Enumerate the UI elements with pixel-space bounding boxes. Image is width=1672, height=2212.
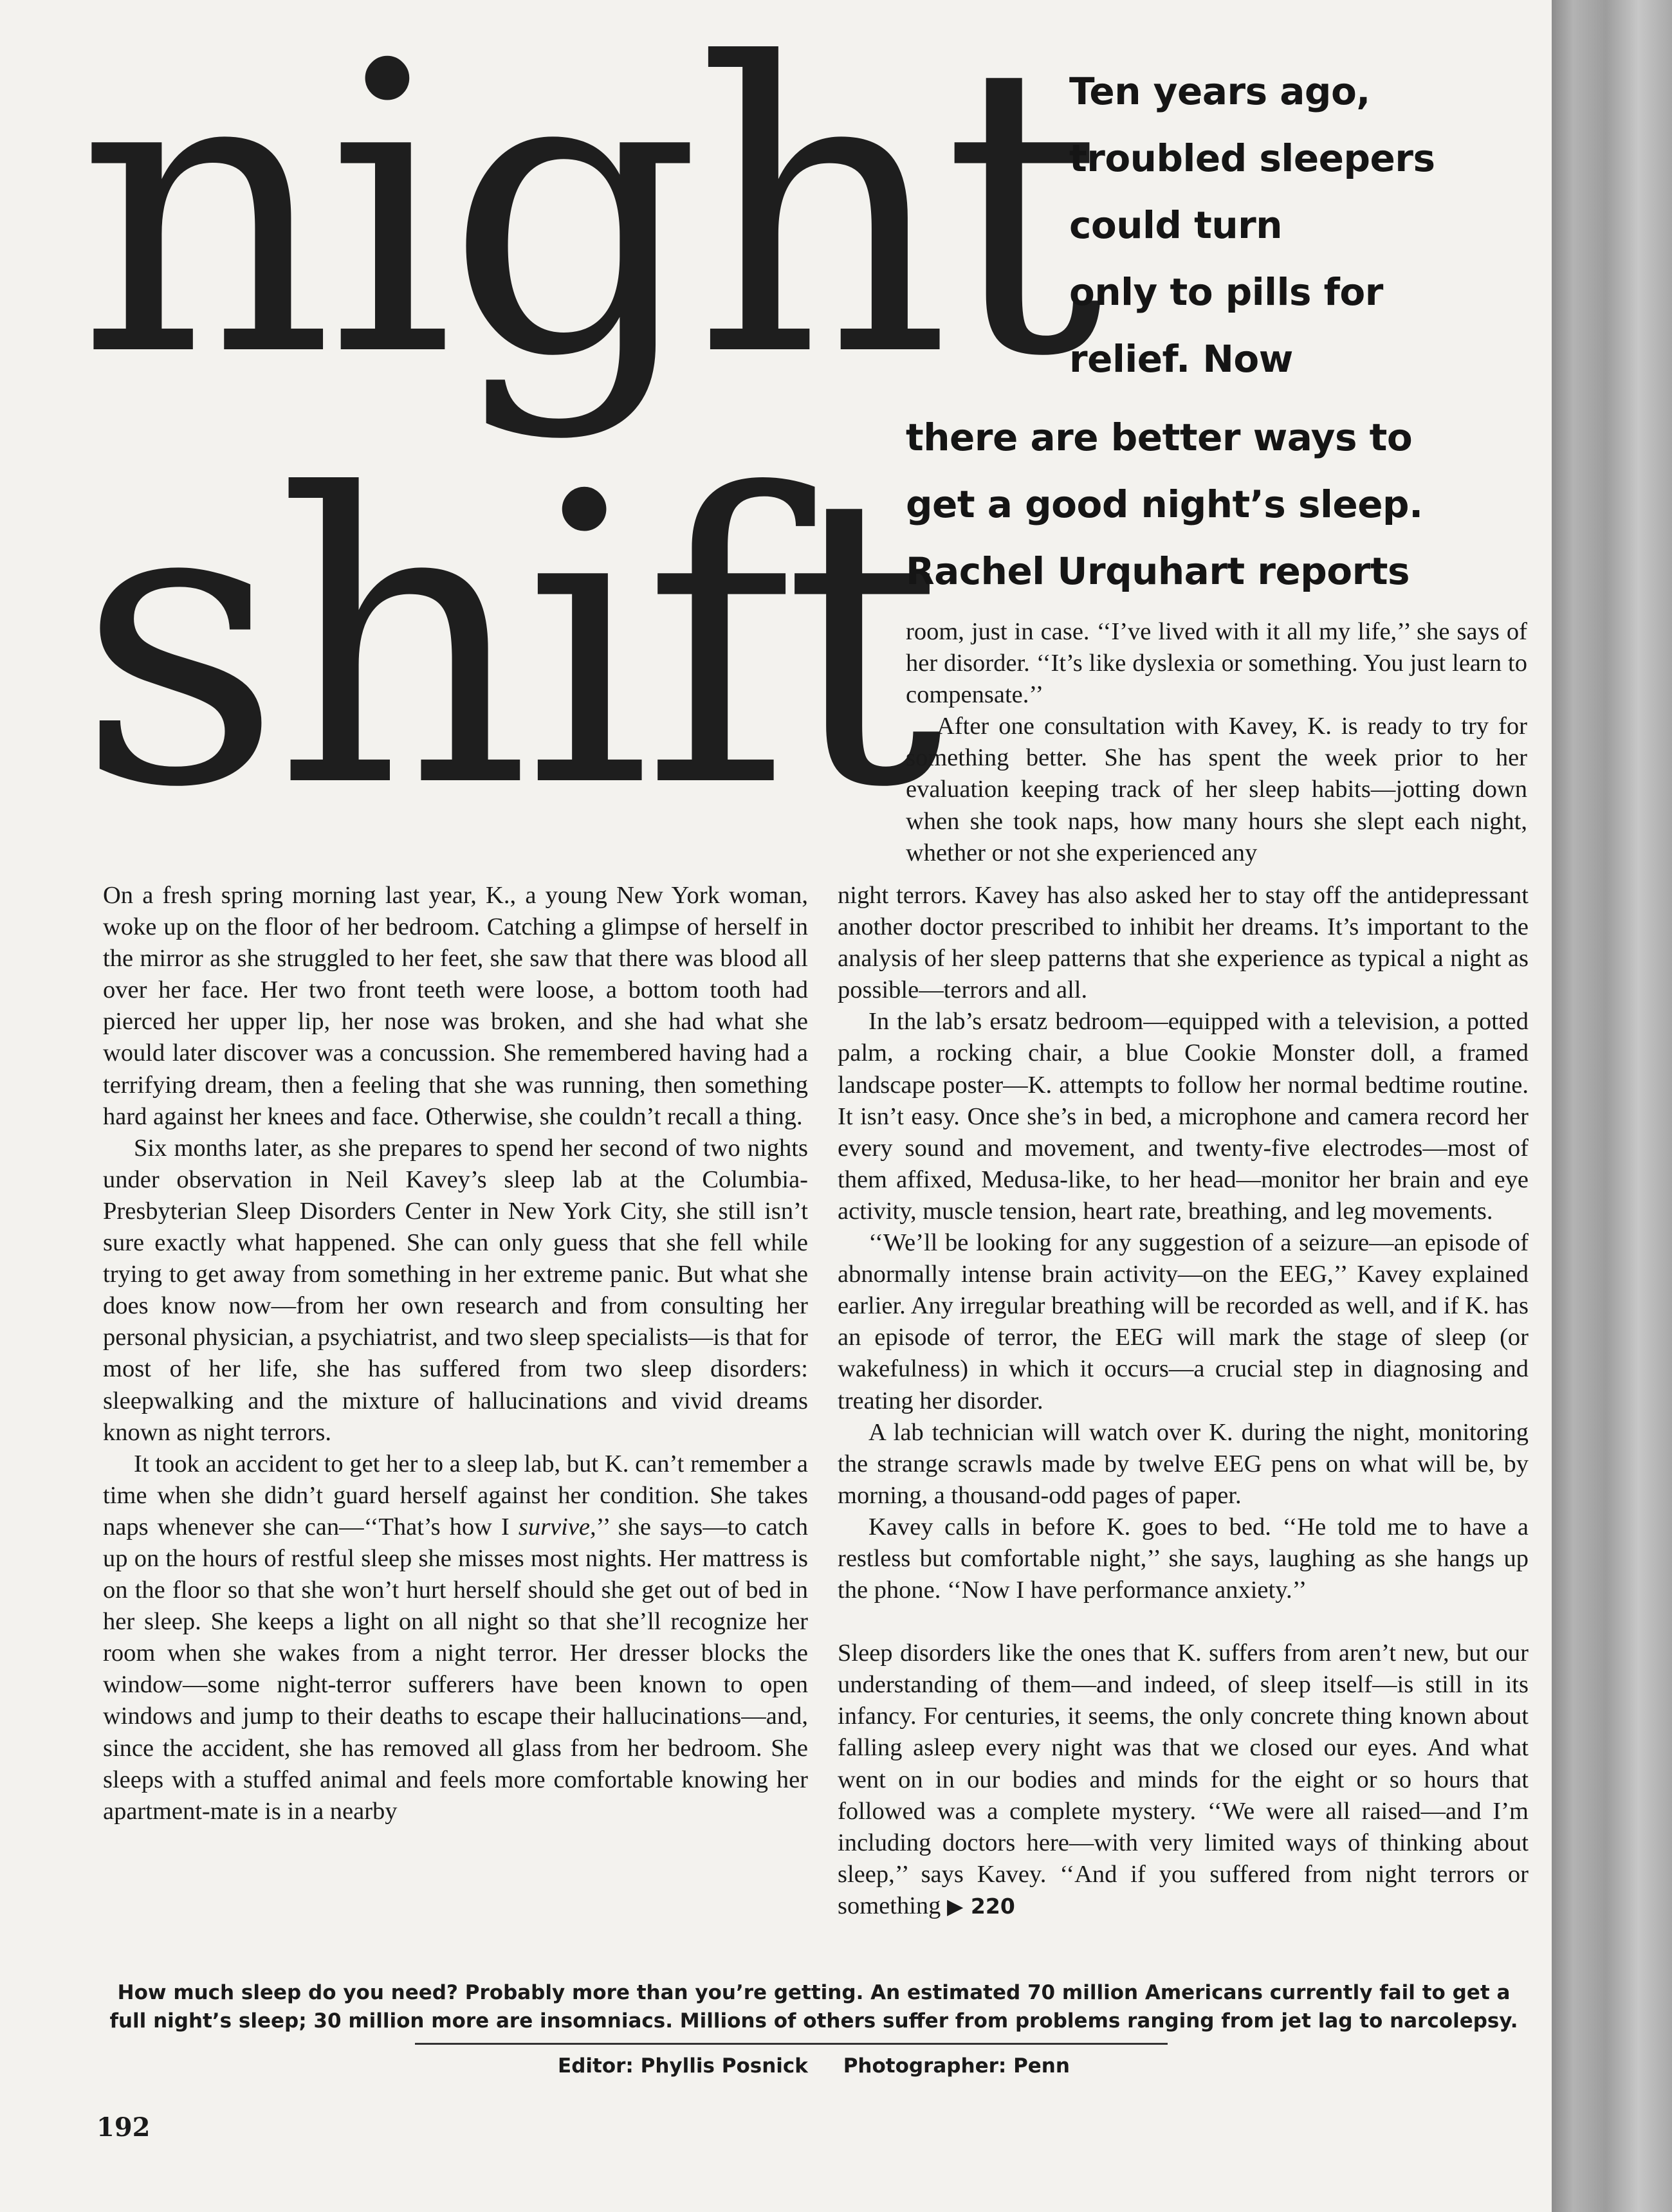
paragraph: night terrors. Kavey has also asked her to stay off the antidepressant another doctor prescribed to inhibit her dreams. It’s important to the analysis of her sleep patterns that she experience as typical a night as possible—terrors and all. bbox=[838, 882, 1529, 1004]
paragraph: ‘‘We’ll be looking for any suggestion of a seizure—an episode of abnormally intense brain activity—on the EEG,’’ Kavey explained earlier. Any irregular breathing will be recorded as well, and if K. has an episode of terror, the EEG will mark the stage of sleep (or wakefulness) in which it occurs—a crucial step in diagnosing and treating her disorder. bbox=[838, 1229, 1529, 1414]
page-number: 192 bbox=[96, 2112, 151, 2143]
deck-lower bbox=[906, 404, 1549, 605]
paragraph: Kavey calls in before K. goes to bed. ‘‘He told me to have a restless but comfortable night,’’ she says, laughing as she hangs up the phone. ‘‘Now I have performance anxiety.’’ bbox=[838, 1513, 1529, 1604]
right-paragraphs bbox=[838, 880, 1529, 1606]
body-left-column bbox=[103, 880, 808, 1827]
deck-line: Rachel Urquhart reports bbox=[906, 549, 1410, 593]
paragraph: On a fresh spring morning last year, K., a young New York woman, woke up on the floor of her bedroom. Catching a glimpse of herself in the mirror as she struggled to her feet, she saw that there was blood all over her face. Her two front teeth were loose, a bottom tooth had pierced her upper lip, her nose was broken, and she had what she would later discover was a concussion. She remembered having had a terrifying dream, then a feeling that she was running, then something hard against her knees and face. Otherwise, she couldn’t recall a thing. bbox=[103, 882, 808, 1130]
deck-line: could turn bbox=[1069, 203, 1283, 247]
deck-upper bbox=[1069, 58, 1532, 392]
italic-word: survive, bbox=[518, 1513, 596, 1540]
deck-line: Ten years ago, bbox=[1069, 69, 1370, 113]
paragraph: A lab technician will watch over K. during the night, monitoring the strange scrawls made by twelve EEG pens on what will be, by morning, a thousand-odd pages of paper. bbox=[838, 1418, 1529, 1509]
body-right-column bbox=[838, 880, 1529, 1922]
headline-shift: shift bbox=[77, 411, 936, 875]
deck-line: there are better ways to bbox=[906, 416, 1413, 459]
paragraph: It took an accident to get her to a sleep lab, but K. can’t remember a time when she didn’t guard herself against her condition. She takes naps whenever she can—‘‘That’s how I survive,’’ she says—to catch up on the hours of restful sleep she misses most nights. Her mattress is on the floor so that she won’t hurt herself should she get out of bed in her sleep. She keeps a light on all night so that she’ll recognize her room when she wakes from a night terror. Her dresser blocks the window—some night-terror sufferers have been known to open windows and jump to their deaths to escape their hallucinations—and, since the accident, she has removed all glass from her bedroom. She sleeps with a stuffed animal and feels more comfortable knowing her apartment-mate is in a nearby bbox=[103, 1450, 808, 1825]
deck-line: relief. Now bbox=[1069, 337, 1293, 381]
paragraph: Six months later, as she prepares to spend her second of two nights under observation in Neil Kavey’s sleep lab at the Columbia-Presbyterian Sleep Disorders Center in New York City, she still isn’t sure exactly what happened. She can only guess that she fell while trying to get away from something in her extreme panic. But what she does know now—from her own research and from consulting her personal physician, a psychiatrist, and two sleep specialists—is that for most of her life, she has suffered from two sleep disorders: sleepwalking and the mixture of hallucinations and vivid dreams known as night terrors. bbox=[103, 1134, 808, 1446]
paragraph: In the lab’s ersatz bedroom—equipped with a television, a potted palm, a rocking chair, a blue Cookie Monster doll, a framed landscape poster—K. attempts to follow her normal bedtime routine. It isn’t easy. Once she’s in bed, a microphone and camera record her every sound and movement, and twenty-five electrodes—most of them affixed, Medusa-like, to her head—monitor her brain and eye activity, muscle tension, heart rate, breathing, and leg movements. bbox=[838, 1008, 1529, 1225]
paragraph: After one consultation with Kavey, K. is ready to try for something better. She has spent the week prior to her evaluation keeping track of her sleep habits—jotting down when she took naps, how many hours she slept each night, whether or not she experienced any bbox=[906, 713, 1527, 866]
photographer-credit: Photographer: Penn bbox=[843, 2054, 1070, 2078]
body-right-top bbox=[906, 616, 1527, 869]
paragraph: room, just in case. ‘‘I’ve lived with it all my life,’’ she says of her disorder. ‘‘It’s like dyslexia or something. You just learn to compensate.’’ bbox=[906, 618, 1527, 709]
continued-marker: ▶ 220 bbox=[947, 1893, 1015, 1919]
divider bbox=[415, 2043, 1168, 2045]
credits bbox=[96, 2054, 1531, 2078]
paragraph: Sleep disorders like the ones that K. suffers from aren’t new, but our understanding of them—and indeed, of sleep itself—is still in its infancy. For centuries, it seems, the only concrete thing known about falling asleep every night was that we closed our eyes. And what went on in our bodies and minds for the eight or so hours that followed was a complete mystery. ‘‘We were all raised—and I’m including doctors here—with very limited ways of thinking about sleep,’’ says Kavey. ‘‘And if you suffered from night terrors or something ▶ 220 bbox=[838, 1640, 1529, 1919]
deck-line: get a good night’s sleep. bbox=[906, 482, 1423, 526]
deck-line: troubled sleepers bbox=[1069, 136, 1435, 180]
caption: How much sleep do you need? Probably more than you’re getting. An estimated 70 million Americans currently fail to get a full night’s sleep; 30 million more are insomniacs. Millions of others suffer from problems ranging from jet lag to narcolepsy. bbox=[109, 1981, 1518, 2033]
editor-credit: Editor: Phyllis Posnick bbox=[558, 2054, 808, 2078]
photo-edge bbox=[1552, 0, 1672, 2212]
headline-night: night bbox=[77, 0, 1096, 444]
deck-line: only to pills for bbox=[1069, 270, 1383, 314]
